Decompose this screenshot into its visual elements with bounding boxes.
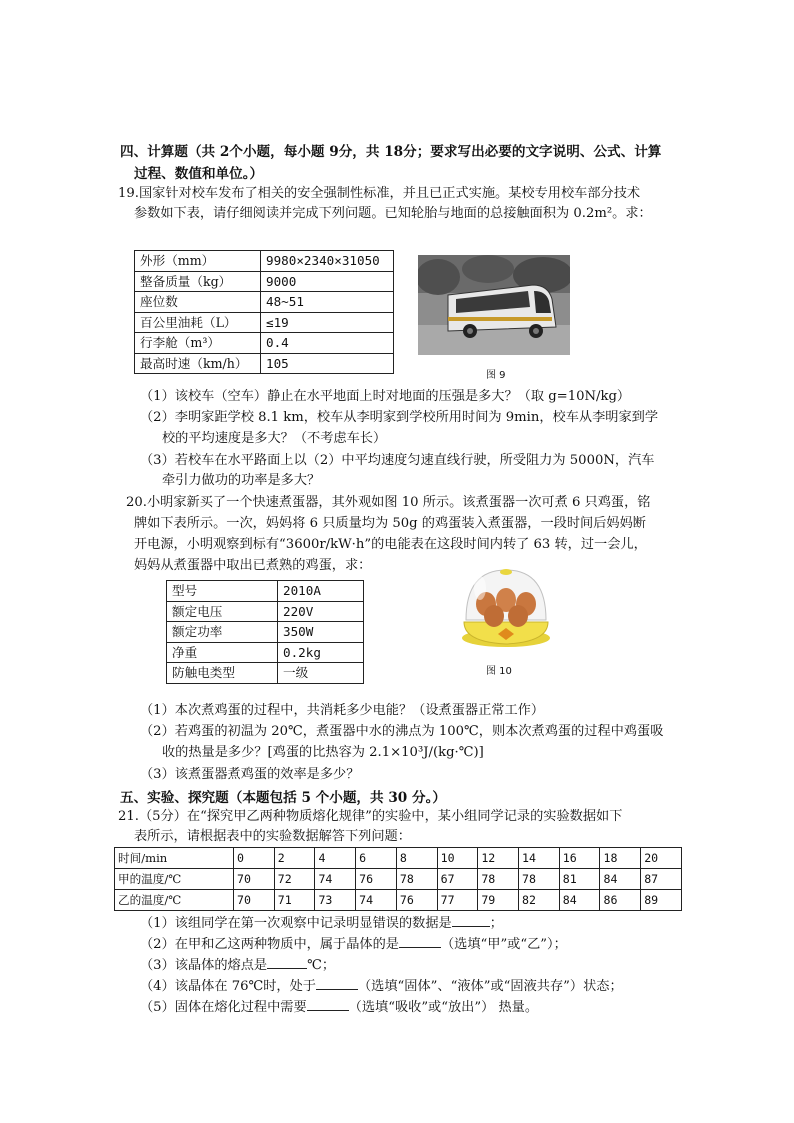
section4-title-line1: 四、计算题（共 2个小题，每小题 9分，共 18分；要求写出必要的文字说明、公式、计算 xyxy=(120,144,662,160)
table-row xyxy=(135,312,394,333)
table-row xyxy=(115,848,682,869)
q21-sub5-end: （选填“吸收”或“放出”） 热量。 xyxy=(348,1000,539,1015)
spec-label: 额定电压 xyxy=(167,601,278,622)
q21-sub1-end: ； xyxy=(489,916,503,931)
table-row xyxy=(135,251,394,272)
table-cell: 20 xyxy=(641,848,682,869)
q20-sub3: （3）该煮蛋器煮鸡蛋的效率是多少？ xyxy=(140,767,360,782)
table-cell: 18 xyxy=(600,848,641,869)
table-row xyxy=(135,292,394,313)
q20-intro-line4: 妈妈从煮蛋器中取出已煮熟的鸡蛋，求： xyxy=(134,558,372,573)
q21-sub4-end: （选填“固体”、“液体”或“固液共存”）状态； xyxy=(358,979,623,994)
q21-sub1 xyxy=(140,912,503,934)
spec-value: 2010A xyxy=(278,581,364,602)
answer-blank[interactable] xyxy=(452,912,490,927)
spec-value: 350W xyxy=(278,622,364,643)
q21-sub4-text: （4）该晶体在 76℃时，处于 xyxy=(140,979,316,994)
q19-sub3-line1: （3）若校车在水平路面上以（2）中平均速度匀速直线行驶，所受阻力为 5000N，汽车 xyxy=(140,453,655,468)
q21-sub5-text: （5）固体在熔化过程中需要 xyxy=(140,1000,307,1015)
table-cell: 84 xyxy=(559,890,600,911)
row-header: 时间/min xyxy=(115,848,234,869)
table-cell: 81 xyxy=(559,869,600,890)
table-cell: 14 xyxy=(519,848,560,869)
table-cell: 8 xyxy=(396,848,437,869)
q19-intro-line1: 19.国家针对校车发布了相关的安全强制性标准，并且已正式实施。某校专用校车部分技术 xyxy=(118,186,641,201)
q21-sub3 xyxy=(140,954,335,976)
spec-label: 防触电类型 xyxy=(167,663,278,684)
q20-sub2-line1: （2）若鸡蛋的初温为 20℃，煮蛋器中水的沸点为 100℃，则本次煮鸡蛋的过程中鸡蛋吸 xyxy=(140,724,664,739)
q19-sub1: （1）该校车（空车）静止在水平地面上时对地面的压强是多大？（取 g=10N/kg） xyxy=(140,389,631,404)
table-cell: 67 xyxy=(437,869,478,890)
spec-value: 0.4 xyxy=(261,333,394,354)
spec-label: 额定功率 xyxy=(167,622,278,643)
table-cell: 82 xyxy=(519,890,560,911)
figure9-caption: 图 9 xyxy=(486,370,506,381)
spec-label: 型号 xyxy=(167,581,278,602)
q20-sub1: （1）本次煮鸡蛋的过程中，共消耗多少电能？（设煮蛋器正常工作） xyxy=(140,703,545,718)
spec-value: 0.2kg xyxy=(278,642,364,663)
q20-nameplate-table xyxy=(166,580,364,684)
table-cell: 70 xyxy=(234,890,275,911)
table-cell: 16 xyxy=(559,848,600,869)
table-row xyxy=(135,271,394,292)
q21-intro-line2: 表所示，请根据表中的实验数据解答下列问题： xyxy=(134,829,411,844)
spec-label: 百公里油耗（L） xyxy=(135,312,261,333)
table-cell: 2 xyxy=(274,848,315,869)
spec-label: 整备质量（kg） xyxy=(135,271,261,292)
spec-value: 220V xyxy=(278,601,364,622)
table-cell: 72 xyxy=(274,869,315,890)
q21-sub2-end: （选填“甲”或“乙”）； xyxy=(440,937,567,952)
q20-intro-line1: 20.小明家新买了一个快速煮蛋器，其外观如图 10 所示。该煮蛋器一次可煮 6 只鸡蛋，铭 xyxy=(126,495,651,510)
q21-sub5 xyxy=(140,996,538,1018)
table-cell: 76 xyxy=(356,869,397,890)
q19-spec-table xyxy=(134,250,394,374)
table-row xyxy=(167,581,364,602)
figure10-caption: 图 10 xyxy=(486,666,512,677)
q21-sub4 xyxy=(140,975,623,997)
table-cell: 87 xyxy=(641,869,682,890)
table-cell: 78 xyxy=(396,869,437,890)
table-row xyxy=(167,601,364,622)
q19-sub3-line2: 牵引力做功的功率是多大？ xyxy=(162,473,321,488)
spec-value: ≤19 xyxy=(261,312,394,333)
q21-data-table xyxy=(114,847,682,911)
spec-label: 座位数 xyxy=(135,292,261,313)
table-row xyxy=(167,622,364,643)
table-cell: 78 xyxy=(519,869,560,890)
table-cell: 0 xyxy=(234,848,275,869)
q21-sub1-text: （1）该组同学在第一次观察中记录明显错误的数据是 xyxy=(140,916,452,931)
q21-sub2-text: （2）在甲和乙这两种物质中，属于晶体的是 xyxy=(140,937,399,952)
egg-cooker-photo xyxy=(456,562,556,650)
table-cell: 71 xyxy=(274,890,315,911)
table-cell: 84 xyxy=(600,869,641,890)
table-cell: 6 xyxy=(356,848,397,869)
spec-value: 9980×2340×31050 xyxy=(261,251,394,272)
section4-title-line2: 过程、数值和单位。） xyxy=(134,166,264,182)
q20-sub2-line2: 收的热量是多少？[鸡蛋的比热容为 2.1×10³J/(kg·℃)] xyxy=(162,745,484,760)
table-cell: 74 xyxy=(356,890,397,911)
spec-value: 48~51 xyxy=(261,292,394,313)
spec-label: 行李舱（m³） xyxy=(135,333,261,354)
table-cell: 86 xyxy=(600,890,641,911)
q21-sub3-end: ℃； xyxy=(307,958,336,973)
table-cell: 4 xyxy=(315,848,356,869)
table-cell: 70 xyxy=(234,869,275,890)
q19-intro-line2: 参数如下表，请仔细阅读并完成下列问题。已知轮胎与地面的总接触面积为 0.2m²。求： xyxy=(134,206,652,221)
answer-blank[interactable] xyxy=(307,996,349,1011)
spec-value: 一级 xyxy=(278,663,364,684)
answer-blank[interactable] xyxy=(399,933,441,948)
section5-title: 五、实验、探究题（本题包括 5 个小题，共 30 分。） xyxy=(120,790,446,806)
table-cell: 89 xyxy=(641,890,682,911)
table-row xyxy=(135,333,394,354)
row-header: 甲的温度/℃ xyxy=(115,869,234,890)
spec-value: 105 xyxy=(261,353,394,374)
table-cell: 79 xyxy=(478,890,519,911)
table-cell: 74 xyxy=(315,869,356,890)
table-cell: 73 xyxy=(315,890,356,911)
table-row xyxy=(135,353,394,374)
table-cell: 76 xyxy=(396,890,437,911)
answer-blank[interactable] xyxy=(267,954,307,969)
table-cell: 10 xyxy=(437,848,478,869)
table-cell: 77 xyxy=(437,890,478,911)
spec-value: 9000 xyxy=(261,271,394,292)
q21-sub2 xyxy=(140,933,567,955)
spec-label: 净重 xyxy=(167,642,278,663)
row-header: 乙的温度/℃ xyxy=(115,890,234,911)
spec-label: 外形（mm） xyxy=(135,251,261,272)
table-cell: 12 xyxy=(478,848,519,869)
spec-label: 最高时速（km/h） xyxy=(135,353,261,374)
q21-intro-line1: 21.（5分）在“探究甲乙两种物质熔化规律”的实验中，某小组同学记录的实验数据如下 xyxy=(118,809,623,824)
answer-blank[interactable] xyxy=(316,975,358,990)
table-row xyxy=(115,869,682,890)
q20-intro-line2: 牌如下表所示。一次，妈妈将 6 只质量均为 50g 的鸡蛋装入煮蛋器，一段时间后妈妈断 xyxy=(134,516,646,531)
table-row xyxy=(167,663,364,684)
q19-sub2-line2: 校的平均速度是多大？（不考虑车长） xyxy=(162,431,387,446)
q19-sub2-line1: （2）李明家距学校 8.1 km，校车从李明家到学校所用时间为 9min，校车从李明家到学 xyxy=(140,410,659,425)
table-cell: 78 xyxy=(478,869,519,890)
table-row xyxy=(115,890,682,911)
school-bus-photo xyxy=(418,255,570,355)
table-row xyxy=(167,642,364,663)
q20-intro-line3: 开电源，小明观察到标有“3600r/kW·h”的电能表在这段时间内转了 63 转，过一会儿， xyxy=(134,537,647,552)
q21-sub3-text: （3）该晶体的熔点是 xyxy=(140,958,268,973)
